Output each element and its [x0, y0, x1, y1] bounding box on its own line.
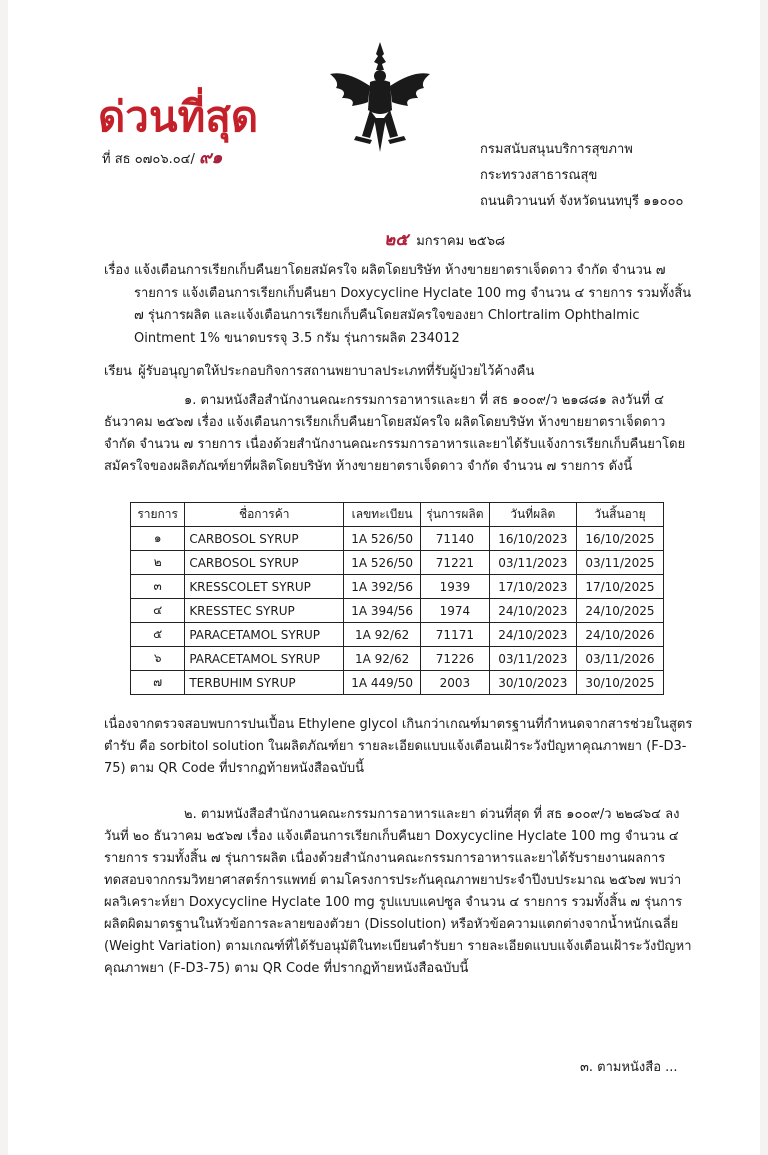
paragraph-1-text: ๑. ตามหนังสือสำนักงานคณะกรรมการอาหารและยา ที่ สธ ๑๐๐๙/ว ๒๑๘๘๑ ลงวันที่ ๔ ธันวาคม ๒๕๖๗ เรื่อง แจ้งเตือนการเรียกเก็บคืนยาโดยสมัครใจ ผลิตโดยบริษัท ห้างขายยาตราเจ็ดดาว จำกัด จำนวน ๗ รายการ เนื่องด้วยสำนักงานคณะกรรมการอาหารและยาได้รับแจ้งการเรียกเก็บคืนยาโดยสมัครใจของผลิตภัณฑ์ยาที่ผลิตโดยบริษัท ห้างขายยาตราเจ็ดดาว จำกัด จำนวน ๗ รายการ ดังนี้	[104, 393, 686, 474]
document-date	[384, 226, 505, 253]
cell-reg-no: 1A 394/56	[344, 599, 421, 623]
cell-trade-name: CARBOSOL SYRUP	[185, 551, 344, 575]
subject-block	[104, 260, 704, 350]
table-row	[131, 671, 664, 695]
cell-item-no: ๓	[131, 575, 185, 599]
cell-mfg-date: 30/10/2023	[489, 671, 576, 695]
cell-mfg-date: 24/10/2023	[489, 623, 576, 647]
agency-line: กรมสนับสนุนบริการสุขภาพ	[480, 142, 633, 157]
cell-reg-no: 1A 92/62	[344, 647, 421, 671]
date-day-handwritten: ๒๕	[384, 230, 409, 250]
cell-reg-no: 1A 526/50	[344, 527, 421, 551]
column-header: วันสิ้นอายุ	[576, 503, 663, 527]
cell-reg-no: 1A 449/50	[344, 671, 421, 695]
cell-exp-date: 24/10/2026	[576, 623, 663, 647]
cell-trade-name: PARACETAMOL SYRUP	[185, 623, 344, 647]
cell-lot-no: 1939	[421, 575, 490, 599]
table-header-row	[131, 503, 664, 527]
cell-exp-date: 03/11/2025	[576, 551, 663, 575]
product-table	[130, 502, 664, 695]
table-row	[131, 575, 664, 599]
cell-reg-no: 1A 526/50	[344, 551, 421, 575]
cell-item-no: ๗	[131, 671, 185, 695]
cell-lot-no: 71171	[421, 623, 490, 647]
recipient-label: เรียน	[104, 364, 132, 379]
cell-exp-date: 03/11/2026	[576, 647, 663, 671]
column-header: รายการ	[131, 503, 185, 527]
cell-trade-name: PARACETAMOL SYRUP	[185, 647, 344, 671]
cell-exp-date: 16/10/2025	[576, 527, 663, 551]
paragraph-1	[104, 390, 694, 478]
cell-exp-date: 24/10/2025	[576, 599, 663, 623]
cell-item-no: ๖	[131, 647, 185, 671]
table-row	[131, 527, 664, 551]
table-row	[131, 551, 664, 575]
document-number	[102, 144, 222, 171]
cell-mfg-date: 16/10/2023	[489, 527, 576, 551]
cell-item-no: ๔	[131, 599, 185, 623]
cell-mfg-date: 24/10/2023	[489, 599, 576, 623]
agency-address	[480, 137, 683, 215]
document-number-handwritten: ๙๑	[199, 148, 223, 168]
continuation-note: ๓. ตามหนังสือ ...	[580, 1060, 678, 1075]
cell-trade-name: CARBOSOL SYRUP	[185, 527, 344, 551]
subject-label: เรื่อง	[104, 263, 130, 278]
cell-lot-no: 2003	[421, 671, 490, 695]
recipient-block	[104, 360, 534, 381]
column-header: ชื่อการค้า	[185, 503, 344, 527]
paragraph-2-text: ๒. ตามหนังสือสำนักงานคณะกรรมการอาหารและยา ด่วนที่สุด ที่ สธ ๑๐๐๙/ว ๒๒๘๖๔ ลงวันที่ ๒๐ ธันวาคม ๒๕๖๗ เรื่อง แจ้งเตือนการเรียกเก็บคืนยา Doxycycline Hyclate 100 mg จำนวน ๔ รายการ รวมทั้งสิ้น ๗ รุ่นการผลิต เนื่องด้วยสำนักงานคณะกรรมการอาหารและยาได้รับรายงานผลการทดสอบจากกรมวิทยาศาสตร์การแพทย์ ตามโครงการประกันคุณภาพยาประจำปีงบประมาณ ๒๕๖๗ พบว่าผลวิเคราะห์ยา Doxycycline Hyclate 100 mg รูปแบบแคปซูล จำนวน ๔ รายการ รวมทั้งสิ้น ๗ รุ่นการผลิตผิดมาตรฐานในหัวข้อการละลายของตัวยา (Dissolution) หรือหัวข้อความแตกต่างจากน้ำหนักเฉลี่ย (Weight Variation) ตามเกณฑ์ที่ได้รับอนุมัติในทะเบียนตำรับยา รายละเอียดแบบแจ้งเตือนเฝ้าระวังปัญหาคุณภาพยา (F-D3-75) ตาม QR Code ที่ปรากฏท้ายหนังสือฉบับนี้	[104, 807, 692, 976]
document-page	[8, 0, 760, 1155]
agency-line: กระทรวงสาธารณสุข	[480, 168, 598, 183]
date-month-year: มกราคม ๒๕๖๘	[416, 234, 506, 249]
cell-trade-name: KRESSTEC SYRUP	[185, 599, 344, 623]
table-row	[131, 647, 664, 671]
cell-mfg-date: 03/11/2023	[489, 647, 576, 671]
column-header: เลขทะเบียน	[344, 503, 421, 527]
cell-item-no: ๑	[131, 527, 185, 551]
cell-exp-date: 30/10/2025	[576, 671, 663, 695]
document-number-prefix: ที่ สธ ๐๗๐๖.๐๔/	[102, 152, 195, 167]
agency-line: ถนนติวานนท์ จังหวัดนนทบุรี ๑๑๐๐๐	[480, 194, 684, 209]
paragraph-2	[104, 804, 694, 980]
urgency-stamp: ด่วนที่สุด	[98, 92, 259, 141]
column-header: รุ่นการผลิต	[421, 503, 490, 527]
garuda-emblem-icon	[326, 40, 434, 160]
cell-reg-no: 1A 392/56	[344, 575, 421, 599]
cell-mfg-date: 03/11/2023	[489, 551, 576, 575]
recipient-text: ผู้รับอนุญาตให้ประกอบกิจการสถานพยาบาลประเภทที่รับผู้ป่วยไว้ค้างคืน	[138, 364, 535, 379]
cell-exp-date: 17/10/2025	[576, 575, 663, 599]
cell-item-no: ๒	[131, 551, 185, 575]
column-header: วันที่ผลิต	[489, 503, 576, 527]
cell-lot-no: 71140	[421, 527, 490, 551]
cell-trade-name: KRESSCOLET SYRUP	[185, 575, 344, 599]
table-row	[131, 623, 664, 647]
cell-lot-no: 1974	[421, 599, 490, 623]
subject-text: แจ้งเตือนการเรียกเก็บคืนยาโดยสมัครใจ ผลิตโดยบริษัท ห้างขายยาตราเจ็ดดาว จำกัด จำนวน ๗ รายการ แจ้งเตือนการเรียกเก็บคืนยา Doxycycline Hyclate 100 mg จำนวน ๔ รายการ รวมทั้งสิ้น ๗ รุ่นการผลิต และแจ้งเตือนการเรียกเก็บคืนโดยสมัครใจของยา Chlortralim Ophthalmic Ointment 1% ขนาดบรรจุ 3.5 กรัม รุ่นการผลิต 234012	[134, 263, 692, 346]
paragraph-1-continued: เนื่องจากตรวจสอบพบการปนเปื้อน Ethylene glycol เกินกว่าเกณฑ์มาตรฐานที่กำหนดจากสารช่วยในสูตรตำรับ คือ sorbitol solution ในผลิตภัณฑ์ยา รายละเอียดแบบแจ้งเตือนเฝ้าระวังปัญหาคุณภาพยา (F-D3-75) ตาม QR Code ที่ปรากฏท้ายหนังสือฉบับนี้	[104, 717, 693, 776]
cell-reg-no: 1A 92/62	[344, 623, 421, 647]
cell-item-no: ๕	[131, 623, 185, 647]
cell-lot-no: 71226	[421, 647, 490, 671]
cell-trade-name: TERBUHIM SYRUP	[185, 671, 344, 695]
cell-mfg-date: 17/10/2023	[489, 575, 576, 599]
cell-lot-no: 71221	[421, 551, 490, 575]
table-row	[131, 599, 664, 623]
